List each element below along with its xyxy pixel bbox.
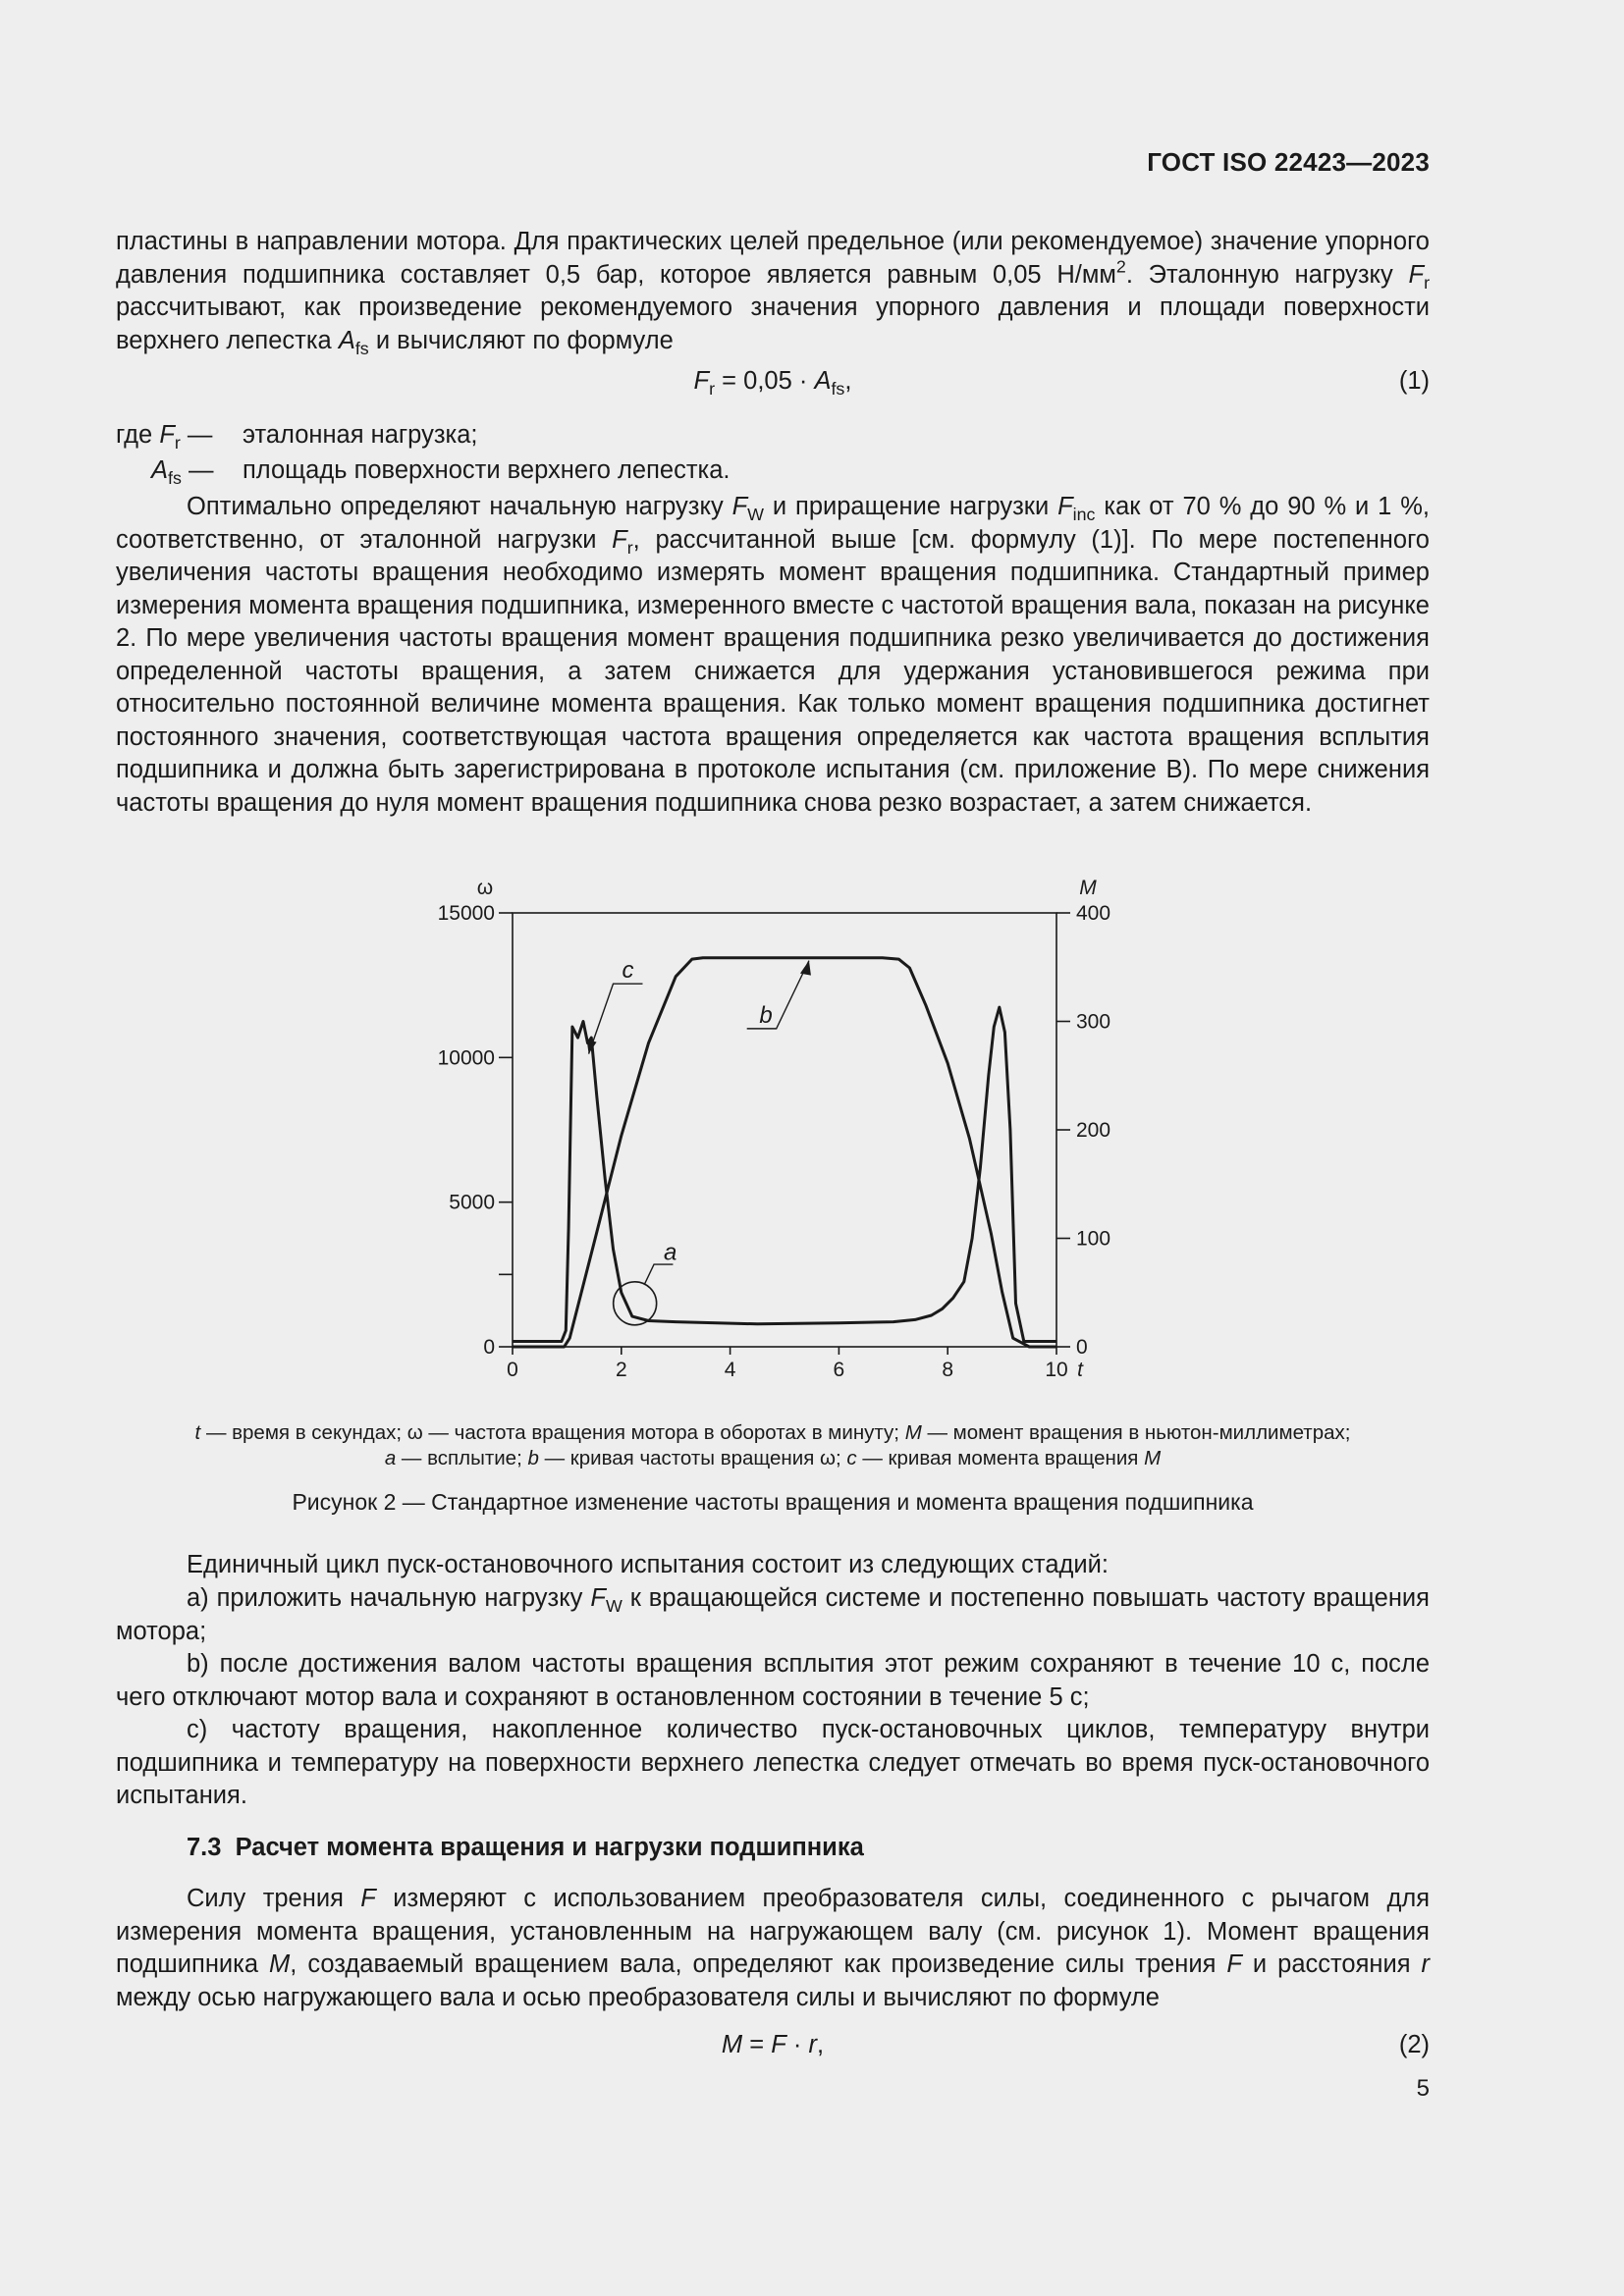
- page-number: 5: [1416, 2075, 1430, 2102]
- formula-2-number: (2): [1398, 2031, 1430, 2058]
- formula-1-expression: $F_r = 0,05 \cdot A_{fs}$,: [693, 367, 852, 400]
- list-item-b: b) после достижения валом частоты вращения всплытия этот режим сохраняют в течение 10 с, после чего отключают мотор вала и сохраняют в остановленном состоянии в течение 5 с;: [116, 1650, 1430, 1711]
- series-line-c: [513, 1007, 1056, 1341]
- annotation-label-b: b: [759, 1001, 773, 1029]
- series-line-b: [513, 958, 1056, 1347]
- x-tick-label: 4: [724, 1359, 736, 1381]
- y-left-tick-label: 0: [483, 1336, 495, 1359]
- annotation-arrow-b: [800, 961, 811, 976]
- definition-row: где $F_r$ — эталонная нагрузка;: [116, 421, 478, 454]
- section-heading: 7.3 Расчет момента вращения и нагрузки подшипника: [187, 1834, 864, 1861]
- y-right-tick-label: 0: [1076, 1336, 1088, 1359]
- x-tick-label: 0: [507, 1359, 518, 1381]
- list-item-c: c) частоту вращения, накопленное количество пуск-остановочных циклов, температуру внутри подшипника и температуру на поверхности верхнего лепестка следует отмечать во время пуск-остановочного испытания.: [116, 1716, 1430, 1809]
- paragraph-torque: Силу трения F измеряют с использованием преобразователя силы, соединенного с рычагом для измерения момента вращения, установленным на нагружающем валу (см. рисунок 1). Момент вращения подшипника M, создаваемый вращением вала, определяют как произведение силы трения F и расстояния r между осью нагружающего вала и осью преобразователя силы и вычисляют по формуле: [116, 1885, 1431, 2011]
- list-item-a: a) приложить начальную нагрузку $F_W$ к вращающейся системе и постепенно повышать частоту вращения мотора;: [116, 1584, 1430, 1645]
- x-axis-label: t: [1077, 1359, 1083, 1381]
- y-left-axis-label: ω: [476, 877, 494, 899]
- y-left-tick-label: 15000: [437, 902, 495, 925]
- formula-2: [116, 2028, 1430, 2061]
- definition-row: $A_{fs}$ — площадь поверхности верхнего лепестка.: [151, 456, 731, 489]
- paragraph-cycle: Единичный цикл пуск-остановочного испытания состоит из следующих стадий:: [187, 1551, 1109, 1578]
- formula-1-number: (1): [1398, 367, 1430, 395]
- x-tick-label: 8: [942, 1359, 954, 1381]
- annotation-leader-c: [589, 984, 643, 1053]
- document-code-header: ГОСТ ISO 22423—2023: [1147, 147, 1430, 177]
- figure-legend-line-2: a — всплытие; b — кривая частоты вращения ω; c — кривая момента вращения M: [384, 1447, 1162, 1469]
- plot-frame: [513, 913, 1056, 1347]
- x-tick-label: 10: [1045, 1359, 1068, 1381]
- paragraph-intro: пластины в направлении мотора. Для практических целей предельное (или рекомендуемое) значение упорного давления подшипника составляет 0,5 бар, которое является равным 0,05 $Н/мм^2$. Эталонную нагрузку $F_r$ рассчитывают, как произведение рекомендуемого значения упорного давления и площади поверхности верхнего лепестка $A_{fs}$ и вычисляют по формуле: [116, 228, 1431, 358]
- annotation-leader-a: [645, 1264, 674, 1284]
- y-right-tick-label: 300: [1076, 1010, 1111, 1034]
- y-left-tick-label: 10000: [437, 1046, 495, 1070]
- annotation-label-c: c: [622, 957, 634, 985]
- x-tick-label: 2: [615, 1359, 627, 1381]
- figure-caption: Рисунок 2 — Стандартное изменение частоты вращения и момента вращения подшипника: [292, 1489, 1254, 1515]
- y-right-tick-label: 100: [1076, 1227, 1111, 1251]
- y-right-axis-label: M: [1079, 877, 1097, 899]
- formula-2-expression: M = F · r,: [721, 2031, 825, 2058]
- y-right-tick-label: 400: [1076, 902, 1111, 925]
- y-right-tick-label: 200: [1076, 1119, 1111, 1142]
- x-tick-label: 6: [833, 1359, 845, 1381]
- figure-legend-line-1: t — время в секундах; ω — частота вращения мотора в оборотах в минуту; M — момент вращения в ньютон-миллиметрах;: [194, 1421, 1351, 1444]
- annotation-leader-b: [747, 961, 809, 1029]
- annotation-label-a: a: [663, 1239, 677, 1266]
- paragraph-method: Оптимально определяют начальную нагрузку $F_W$ и приращение нагрузки $F_{inc}$ как от 70 % до 90 % и 1 %, соответственно, от эталонной нагрузки $F_r$, рассчитанной выше [см. формулу (1)]. По мере постепенного увеличения частоты вращения необходимо измерять момент вращения подшипника. Стандартный пример измерения момента вращения подшипника, измеренного вместе с частотой вращения вала, показан на рисунке 2. По мере увеличения частоты вращения момент вращения подшипника резко увеличивается до достижения определенной частоты вращения, а затем снижается для удержания установившегося режима при относительно постоянной величине момента вращения. Как только момент вращения подшипника достигнет постоянного значения, соответствующая частота вращения определяется как частота вращения всплытия подшипника и должна быть зарегистрирована в протоколе испытания (см. приложение B). По мере снижения частоты вращения до нуля момент вращения подшипника снова резко возрастает, а затем снижается.: [116, 493, 1430, 817]
- y-left-tick-label: 5000: [449, 1191, 495, 1214]
